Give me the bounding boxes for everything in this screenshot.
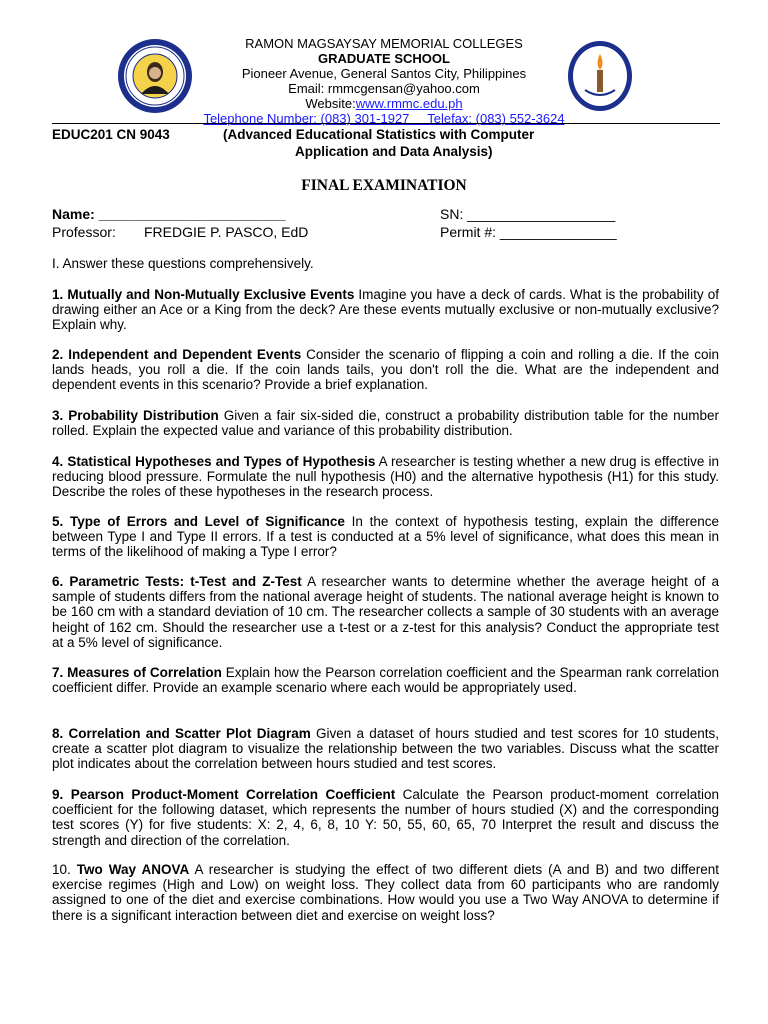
- sn-field: SN: ___________________: [440, 206, 616, 222]
- course-code: EDUC201 CN 9043: [52, 127, 170, 142]
- email: Email: rmmcgensan@yahoo.com: [288, 81, 480, 96]
- question-body: A researcher wants to determine whether the average height of a sample of students differs from the national average height of students. The national average height is known to be 160 cm with a standard deviation of 10 cm. The researcher collects a sample of 30 students with an average height of 162 cm. Should the researcher use a t-test or a z-test for this analysis? Conduct the appropriate test at a 5% level of significance.: [52, 574, 719, 650]
- question-body: A researcher is studying the effect of two different diets (A and B) and two different exercise regimes (High and Low) on weight loss. They collect data from 60 participants who are randomly assigned to one of the diet and exercise combinations. How would you use a Two Way ANOVA to determine if there is a significant interaction between diet and exercise on weight loss?: [52, 862, 719, 923]
- name-field-text: Name: ________________________: [52, 206, 286, 222]
- question-number: 5.: [52, 514, 64, 529]
- question-body: A researcher is testing whether a new drug is effective in reducing blood pressure. Formulate the null hypothesis (H0) and the alternative hypothesis (H1) for this study. Describe the roles of these hypotheses in the research process.: [52, 454, 719, 500]
- question-body: Calculate the Pearson product-moment correlation coefficient for the following dataset, which represents the number of hours studied (X) and the corresponding test scores (Y) for five students: X: 2, 4, 6, 8, 10 Y: 50, 55, 60, 65, 70 Interpret the result and discuss the strength and direction of the correlation.: [52, 787, 719, 848]
- question-number: 10.: [52, 862, 71, 877]
- question-title: Pearson Product-Moment Correlation Coefficient: [70, 787, 396, 802]
- website-line: [0, 96, 768, 111]
- question-4: [52, 454, 719, 500]
- question-9: [52, 787, 719, 848]
- school-name: GRADUATE SCHOOL: [318, 51, 450, 66]
- permit-field: Permit #: _______________: [440, 224, 617, 240]
- question-7: [52, 665, 719, 695]
- question-6: [52, 574, 719, 650]
- question-1: [52, 287, 719, 333]
- question-title: Type of Errors and Level of Significance: [70, 514, 345, 529]
- website-link[interactable]: www.rmmc.edu.ph: [355, 96, 463, 111]
- question-10: [52, 862, 719, 923]
- question-body: In the context of hypothesis testing, explain the difference between Type I and Type II errors. If a test is conducted at a 5% level of significance, what does this mean in terms of the likelihood of making a Type I error?: [52, 514, 719, 560]
- website-label: Website:: [305, 96, 356, 111]
- question-number: 7.: [52, 665, 64, 680]
- question-8: [52, 726, 719, 772]
- question-number: 6.: [52, 574, 64, 589]
- question-body: Given a dataset of hours studied and test scores for 10 students, create a scatter plot diagram to visualize the relationship between the two variables. Discuss what the scatter plot indicates about the correlation between hours studied and test scores.: [52, 726, 719, 772]
- question-number: 3.: [52, 408, 64, 423]
- professor-label: Professor:: [52, 224, 116, 240]
- letterhead: [0, 36, 768, 126]
- question-number: 8.: [52, 726, 64, 741]
- question-number: 1.: [52, 287, 64, 302]
- instruction: I. Answer these questions comprehensively.: [52, 256, 314, 271]
- question-title: Statistical Hypotheses and Types of Hypothesis: [67, 454, 376, 469]
- professor-name: FREDGIE P. PASCO, EdD: [144, 224, 309, 240]
- question-body: Explain how the Pearson correlation coefficient and the Spearman rank correlation coefficient differ. Provide an example scenario where each would be appropriately used.: [52, 665, 719, 696]
- question-body: Given a fair six-sided die, construct a probability distribution table for the number rolled. Explain the expected value and variance of this probability distribution.: [52, 408, 719, 439]
- address: Pioneer Avenue, General Santos City, Philippines: [241, 66, 527, 81]
- course-title-line2: Application and Data Analysis): [295, 144, 493, 159]
- question-title: Probability Distribution: [68, 408, 219, 423]
- question-title: Mutually and Non-Mutually Exclusive Events: [67, 287, 355, 302]
- exam-title: FINAL EXAMINATION: [301, 177, 467, 194]
- question-title: Independent and Dependent Events: [68, 347, 302, 362]
- question-number: 9.: [52, 787, 64, 802]
- header-divider: [52, 123, 720, 124]
- question-title: Two Way ANOVA: [76, 862, 190, 877]
- question-5: [52, 514, 719, 560]
- contact-numbers[interactable]: Telephone Number: (083) 301-1927 Telefax: (083) 552-3624: [203, 111, 565, 126]
- question-3: [52, 408, 719, 438]
- question-2: [52, 347, 719, 393]
- course-title-line1: (Advanced Educational Statistics with Computer: [223, 127, 535, 142]
- question-body: Consider the scenario of flipping a coin and rolling a die. If the coin lands heads, you roll a die. If the coin lands tails, you don't roll the die. What are the independent and dependent events in this scenario? Provide a brief explanation.: [52, 347, 719, 393]
- institution-name: RAMON MAGSAYSAY MEMORIAL COLLEGES: [245, 36, 523, 51]
- question-title: Parametric Tests: t-Test and Z-Test: [69, 574, 302, 589]
- name-field: [52, 205, 286, 223]
- question-number: 4.: [52, 454, 64, 469]
- question-body: Imagine you have a deck of cards. What is the probability of drawing either an Ace or a King from the deck? Are these events mutually exclusive or non-mutually exclusive? Explain why.: [52, 287, 719, 333]
- question-number: 2.: [52, 347, 64, 362]
- question-title: Measures of Correlation: [67, 665, 222, 680]
- question-title: Correlation and Scatter Plot Diagram: [68, 726, 311, 741]
